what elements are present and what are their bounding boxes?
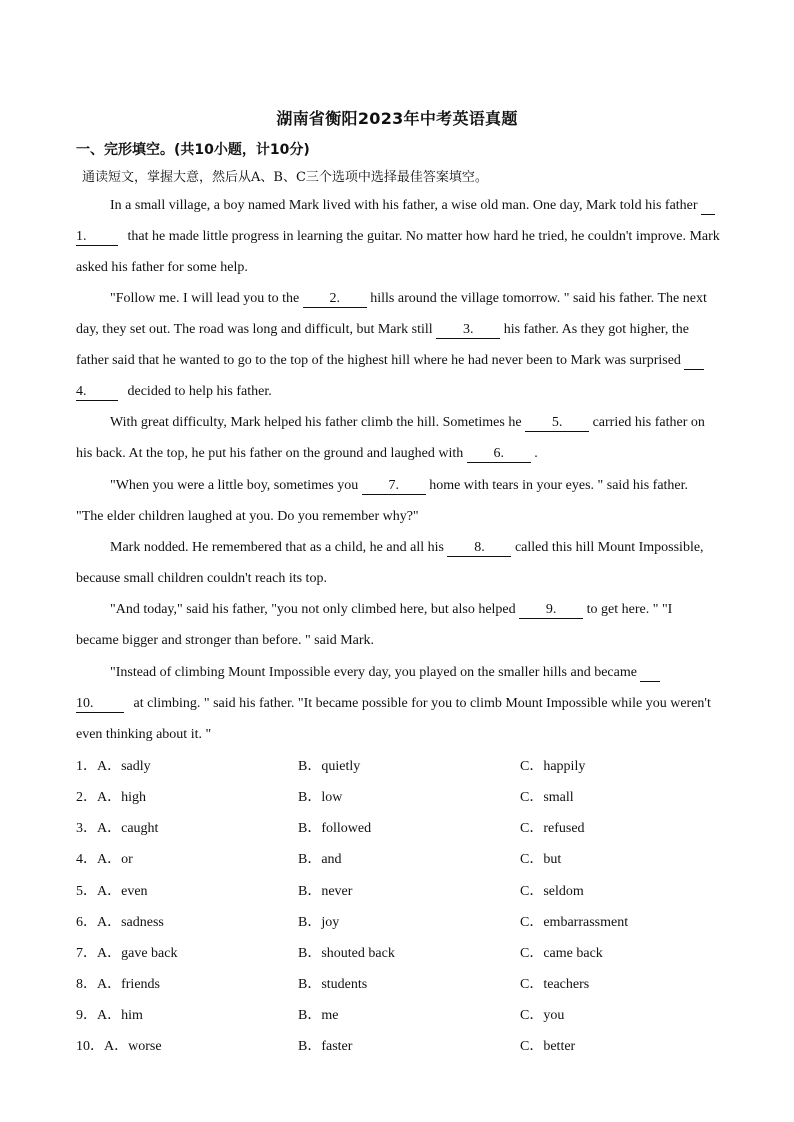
question-number: 8． <box>76 977 97 992</box>
passage-line: "Instead of climbing Mount Impossible every day, you played on the smaller hills and became <box>110 664 660 682</box>
option-c[interactable]: C．refused <box>520 821 585 836</box>
passage-line: 1. that he made little progress in learning the guitar. No matter how hard he tried, he couldn't improve. Mark <box>76 229 720 244</box>
question-number: 9． <box>76 1008 97 1023</box>
blank-1[interactable]: 1. <box>76 229 118 246</box>
option-b[interactable]: B．never <box>298 884 353 899</box>
passage-line: "The elder children laughed at you. Do you remember why?" <box>76 509 419 524</box>
blank-4[interactable]: 4. <box>76 384 118 401</box>
blank-7[interactable]: 7. <box>362 478 426 495</box>
option-a[interactable]: A．sadness <box>97 915 164 930</box>
question-number: 3． <box>76 821 97 836</box>
passage-line: his back. At the top, he put his father on the ground and laughed with 6. . <box>76 446 538 461</box>
passage-line: even thinking about it. " <box>76 727 212 742</box>
passage-line: Mark nodded. He remembered that as a child, he and all his 8. called this hill Mount Impossible, <box>110 540 704 555</box>
question-number: 7． <box>76 946 97 961</box>
passage-line: 4. decided to help his father. <box>76 384 272 399</box>
passage-line: With great difficulty, Mark helped his father climb the hill. Sometimes he 5. carried his father on <box>110 415 705 430</box>
blank-10-start <box>640 665 660 682</box>
option-c[interactable]: C．you <box>520 1008 565 1023</box>
option-c[interactable]: C．teachers <box>520 977 590 992</box>
blank-5[interactable]: 5. <box>525 415 589 432</box>
option-c[interactable]: C．came back <box>520 946 603 961</box>
question-number: 1． <box>76 759 97 774</box>
page-title: 湖南省衡阳2023年中考英语真题 <box>276 109 518 128</box>
option-a[interactable]: A．high <box>97 790 146 805</box>
question-number: 5． <box>76 884 97 899</box>
passage-line: because small children couldn't reach its top. <box>76 571 327 586</box>
option-c[interactable]: C．happily <box>520 759 586 774</box>
passage-line: asked his father for some help. <box>76 260 248 275</box>
section-instructions: 通读短文，掌握大意，然后从A、B、C三个选项中选择最佳答案填空。 <box>82 170 488 185</box>
option-c[interactable]: C．small <box>520 790 574 805</box>
option-b[interactable]: B．and <box>298 852 342 867</box>
option-b[interactable]: B．joy <box>298 915 340 930</box>
option-c[interactable]: C．better <box>520 1039 576 1054</box>
passage-line: became bigger and stronger than before. " said Mark. <box>76 633 375 648</box>
passage-line: 10. at climbing. " said his father. "It became possible for you to climb Mount Impossible while you weren't <box>76 696 711 711</box>
option-a[interactable]: A．friends <box>97 977 160 992</box>
option-a[interactable]: A．even <box>97 884 148 899</box>
blank-1-start <box>701 198 715 215</box>
passage-line: father said that he wanted to go to the top of the highest hill where he had never been to Mark was surprised <box>76 352 704 370</box>
option-b[interactable]: B．low <box>298 790 343 805</box>
passage-line: "And today," said his father, "you not only climbed here, but also helped 9. to get here. " "I <box>110 602 673 617</box>
blank-9[interactable]: 9. <box>519 602 583 619</box>
question-number: 6． <box>76 915 97 930</box>
passage-line: "Follow me. I will lead you to the 2. hills around the village tomorrow. " said his father. The next <box>110 291 707 306</box>
option-a[interactable]: A．worse <box>104 1039 162 1054</box>
blank-10[interactable]: 10. <box>76 696 124 713</box>
option-c[interactable]: C．seldom <box>520 884 584 899</box>
blank-6[interactable]: 6. <box>467 446 531 463</box>
option-b[interactable]: B．me <box>298 1008 339 1023</box>
option-a[interactable]: A．or <box>97 852 133 867</box>
option-b[interactable]: B．students <box>298 977 368 992</box>
option-c[interactable]: C．but <box>520 852 562 867</box>
option-a[interactable]: A．gave back <box>97 946 178 961</box>
option-b[interactable]: B．shouted back <box>298 946 395 961</box>
blank-4-start <box>684 353 704 370</box>
blank-3[interactable]: 3. <box>436 322 500 339</box>
option-a[interactable]: A．him <box>97 1008 143 1023</box>
option-b[interactable]: B．followed <box>298 821 372 836</box>
option-a[interactable]: A．sadly <box>97 759 151 774</box>
passage-line: In a small village, a boy named Mark lived with his father, a wise old man. One day, Mark told his father <box>110 197 715 215</box>
option-b[interactable]: B．faster <box>298 1039 353 1054</box>
question-number: 2． <box>76 790 97 805</box>
section-heading: 一、完形填空。(共10小题，计10分) <box>76 142 310 158</box>
option-c[interactable]: C．embarrassment <box>520 915 629 930</box>
blank-2[interactable]: 2. <box>303 291 367 308</box>
blank-8[interactable]: 8. <box>447 540 511 557</box>
passage-line: day, they set out. The road was long and difficult, but Mark still 3. his father. As they got higher, the <box>76 322 689 337</box>
question-number: 10． <box>76 1039 104 1054</box>
option-a[interactable]: A．caught <box>97 821 159 836</box>
passage-line: "When you were a little boy, sometimes you 7. home with tears in your eyes. " said his father. <box>110 478 689 493</box>
question-number: 4． <box>76 852 97 867</box>
option-b[interactable]: B．quietly <box>298 759 361 774</box>
